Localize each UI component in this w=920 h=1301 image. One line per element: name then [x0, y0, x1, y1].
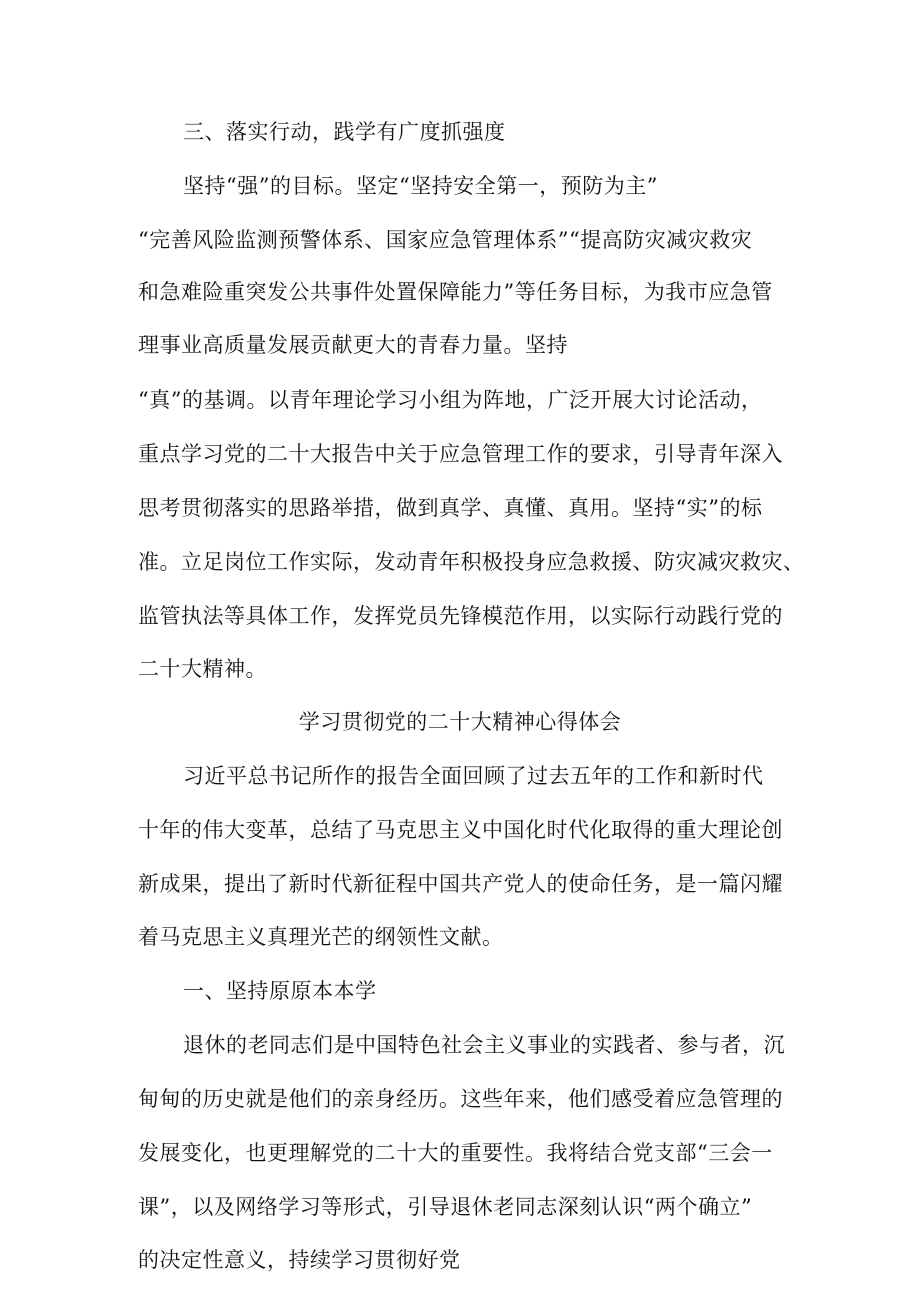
paragraph-line: 习近平总书记所作的报告全面回顾了过去五年的工作和新时代 — [183, 764, 764, 788]
paragraph-line: 准。立足岗位工作实际，发动青年积极投身应急救援、防灾减灾救灾、 — [138, 550, 805, 574]
paragraph-line: “真”的基调。以青年理论学习小组为阵地，广泛开展大讨论活动， — [138, 388, 763, 412]
section-heading-three: 三、落实行动，践学有广度抓强度 — [183, 120, 506, 144]
paragraph-line: 理事业高质量发展贡献更大的青春力量。坚持 — [138, 333, 568, 357]
section-heading-one: 一、坚持原原本本学 — [183, 979, 377, 1003]
paragraph-line: 二十大精神。 — [138, 657, 267, 681]
paragraph-line: 思考贯彻落实的思路举措，做到真学、真懂、真用。坚持“实”的标 — [138, 496, 763, 520]
paragraph-line: 坚持“强”的目标。坚定“坚持安全第一，预防为主” — [183, 174, 658, 198]
article-title: 学习贯彻党的二十大精神心得体会 — [298, 710, 622, 734]
paragraph-line: 十年的伟大变革，总结了马克思主义中国化时代化取得的重大理论创 — [138, 818, 783, 842]
paragraph-line: 监管执法等具体工作，发挥党员先锋模范作用，以实际行动践行党的 — [138, 604, 783, 628]
paragraph-line: 新成果，提出了新时代新征程中国共产党人的使命任务，是一篇闪耀 — [138, 872, 783, 896]
paragraph-line: 的决定性意义，持续学习贯彻好党 — [138, 1248, 461, 1272]
paragraph-line: 课”，以及网络学习等形式，引导退休老同志深刻认识“两个确立” — [138, 1195, 753, 1219]
paragraph-line: 发展变化，也更理解党的二十大的重要性。我将结合党支部“三会一 — [138, 1141, 773, 1165]
paragraph-line: 重点学习党的二十大报告中关于应急管理工作的要求，引导青年深入 — [138, 442, 783, 466]
paragraph-line: 着马克思主义真理光芒的纲领性文献。 — [138, 925, 504, 949]
paragraph-line: 和急难险重突发公共事件处置保障能力”等任务目标，为我市应急管 — [138, 280, 773, 304]
paragraph-line: 甸甸的历史就是他们的亲身经历。这些年来，他们感受着应急管理的 — [138, 1087, 783, 1111]
paragraph-line: 退休的老同志们是中国特色社会主义事业的实践者、参与者，沉 — [183, 1033, 785, 1057]
paragraph-line: “完善风险监测预警体系、国家应急管理体系”“提高防灾减灾救灾 — [138, 228, 753, 252]
